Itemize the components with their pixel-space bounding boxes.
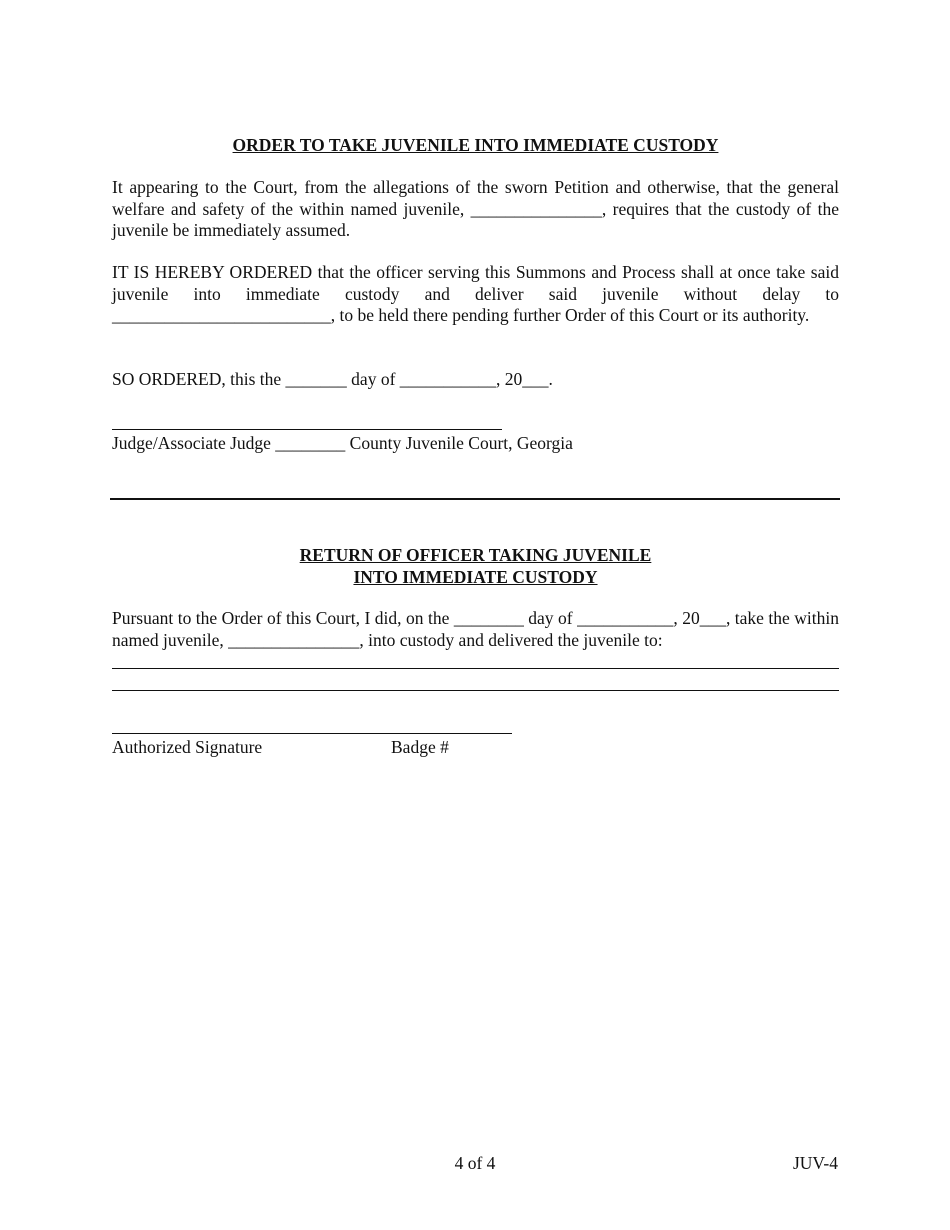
authorized-signature-label: Authorized Signature <box>112 737 263 757</box>
so-ordered-line: SO ORDERED, this the _______ day of ___________, 20___. <box>112 369 553 389</box>
return-title-line-1: RETURN OF OFFICER TAKING JUVENILE <box>299 545 652 565</box>
order-title: ORDER TO TAKE JUVENILE INTO IMMEDIATE CUSTODY <box>232 135 719 155</box>
return-title-line-2: INTO IMMEDIATE CUSTODY <box>353 567 598 587</box>
delivered-to-line-2 <box>112 690 839 691</box>
badge-label: Badge # <box>391 737 449 757</box>
section-divider <box>110 498 840 500</box>
order-paragraph-2: IT IS HEREBY ORDERED that the officer serving this Summons and Process shall at once take said juvenile into immediate custody and deliver said juvenile without delay to _________________________, to be held there pending further Order of this Court or its authority. <box>112 262 839 325</box>
judge-signature-line <box>112 429 502 430</box>
judge-signature-label: Judge/Associate Judge ________ County Juvenile Court, Georgia <box>112 433 573 453</box>
form-code: JUV-4 <box>792 1153 838 1173</box>
delivered-to-line-1 <box>112 668 839 669</box>
page-number: 4 of 4 <box>454 1153 496 1173</box>
return-paragraph: Pursuant to the Order of this Court, I did, on the ________ day of ___________, 20___, take the within named juvenile, _______________, into custody and delivered the juvenile to: <box>112 608 839 650</box>
order-paragraph-1: It appearing to the Court, from the allegations of the sworn Petition and otherwise, that the general welfare and safety of the within named juvenile, _______________, requires that the custody of the juvenile be immediately assumed. <box>112 177 839 240</box>
officer-signature-line <box>112 733 512 734</box>
